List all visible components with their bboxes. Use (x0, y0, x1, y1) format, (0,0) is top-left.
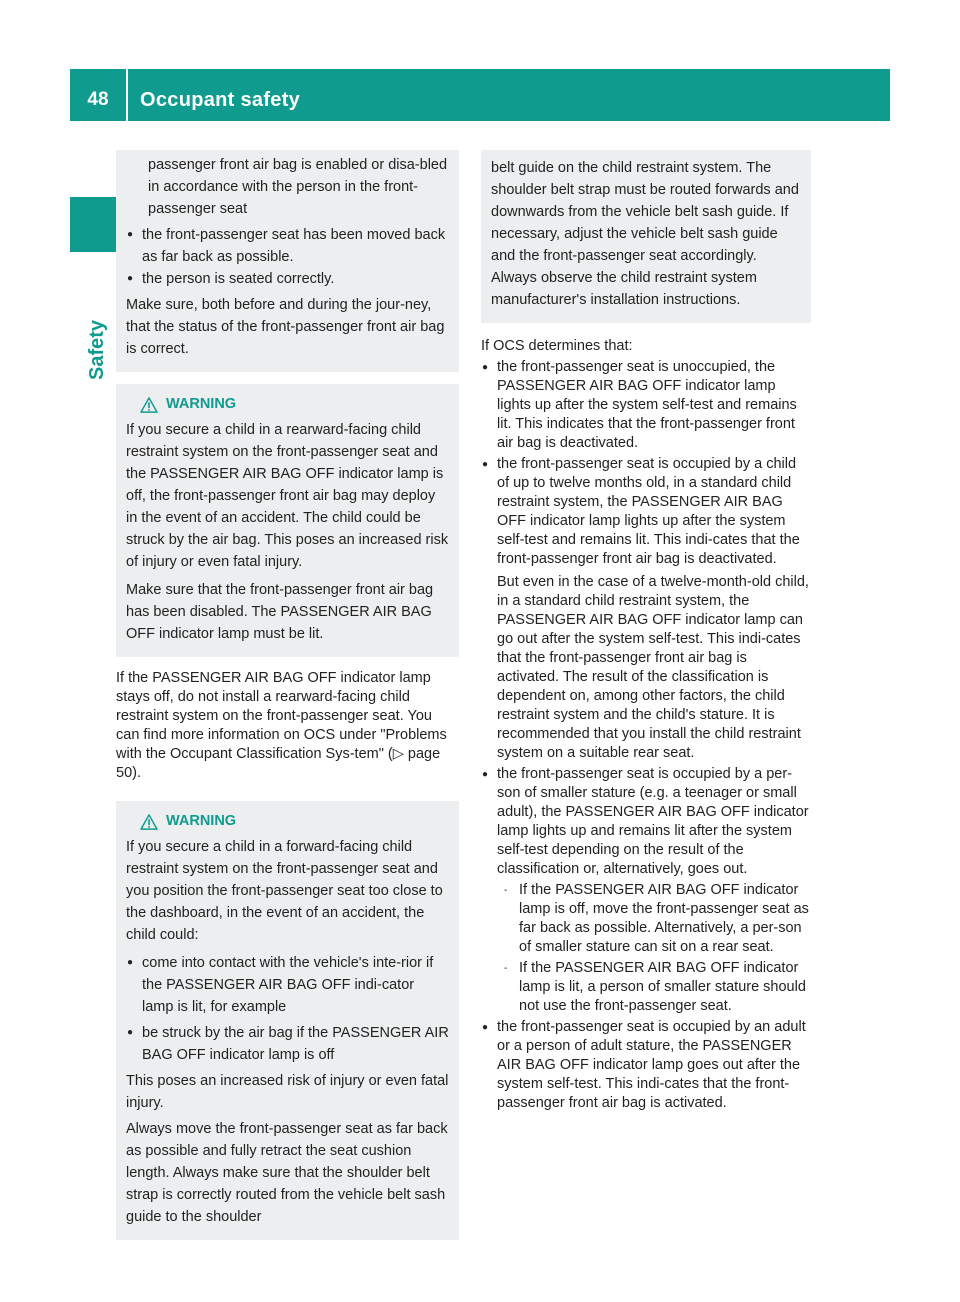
left-column (116, 150, 459, 1240)
warning-text: This poses an increased risk of injury or even fatal injury. (126, 1073, 449, 1111)
warning-text: Always move the front-passenger seat as far back as possible and fully retract the seat cushion length. Always make sure that the shoulder belt strap is correctly routed from the vehicle belt sash guide to the shoulder (126, 1121, 448, 1225)
warning-text: If you secure a child in a rearward-facing child restraint system on the front-passenger seat and the PASSENGER AIR BAG OFF indicator lamp is off, the front-passenger front air bag may deploy in the event of an accident. The child could be struck by the air bag. This poses an increased risk of injury or even fatal injury. (126, 422, 449, 570)
list-item (481, 765, 811, 1016)
list-item (481, 455, 811, 763)
info-box-continued (116, 150, 459, 372)
warning-heading (126, 811, 449, 832)
warning-text: Make sure that the front-passenger front air bag has been disabled. The PASSENGER AIR BAG OFF indicator lamp must be lit. (126, 582, 434, 642)
warning-triangle-icon (140, 397, 158, 413)
list-item-text: the front-passenger seat is unoccupied, the PASSENGER AIR BAG OFF indicator lamp lights up after the system self-test and remains lit. This indicates that the front-passenger front air bag is deactivated. (497, 359, 797, 451)
page-title: Occupant safety (140, 89, 301, 111)
warning-heading (126, 394, 449, 415)
list-item: ● come into contact with the vehicle's inte-rior if the PASSENGER AIR BAG OFF indi-cator lamp is lit, for example (126, 952, 449, 1018)
side-label: Safety (86, 319, 108, 380)
dash-item: - If the PASSENGER AIR BAG OFF indicator lamp is lit, a person of smaller stature should not use the front-passenger seat. (497, 959, 811, 1016)
ocs-intro: If OCS determines that: (481, 338, 633, 354)
list-item: ● be struck by the air bag if the PASSENGER AIR BAG OFF indicator lamp is off (126, 1022, 449, 1066)
list-item-text: the front-passenger seat is occupied by an adult or a person of adult stature, the PASSENGER AIR BAG OFF indicator lamp goes out after the system self-test. This indi-cates that the front-passenger front air bag is activated. (497, 1019, 806, 1111)
list-item-text: the front-passenger seat is occupied by a per-son of smaller stature (e.g. a teenager or small adult), the PASSENGER AIR BAG OFF indicator lamp lights up and remains lit after the system self-test depending on the result of the classification or, alternatively, goes out. (497, 766, 809, 877)
warning-label: WARNING (166, 396, 237, 412)
warning-label: WARNING (166, 813, 237, 829)
list-item: ● the front-passenger seat has been moved back as far back as possible. (126, 224, 449, 268)
list-item (481, 1018, 811, 1113)
dash-item: - If the PASSENGER AIR BAG OFF indicator lamp is off, move the front-passenger seat as far back as possible. Alternatively, a per-son of smaller stature can sit on a rear seat. (497, 881, 811, 957)
page-reference[interactable]: page 50). (116, 746, 441, 781)
warning-text: belt guide on the child restraint system. The shoulder belt strap must be routed forwards and downwards from the vehicle belt sash guide. If necessary, adjust the vehicle belt sash guide and the front-passenger seat accordingly. Always observe the child restraint system manufacturer's installation instructions. (491, 160, 799, 308)
list-item-extra: But even in the case of a twelve-month-old child, in a standard child restraint system, the PASSENGER AIR BAG OFF indicator lamp can go out after the system self-test. This indi-cates that the front-passenger front air bag is activated. The result of the classification is dependent on, among other factors, the child restraint system and the child's stature. It is recommended that you install the child restraint system on a suitable rear seat. (497, 574, 809, 761)
box-continued-text: passenger front air bag is enabled or disa-bled in accordance with the person in the front-passenger seat (148, 157, 448, 217)
dash-list (497, 881, 811, 1016)
warning-triangle-icon (140, 814, 158, 830)
header-divider (126, 69, 128, 121)
list-item (481, 358, 811, 453)
list-item-text: the front-passenger seat is occupied by a child of up to twelve months old, in a standard child restraint system, the PASSENGER AIR BAG OFF indicator lamp lights up after the system self-test and remains lit. This indi-cates that the front-passenger front air bag is deactivated. (497, 456, 800, 567)
list-item: ● the person is seated correctly. (126, 268, 449, 290)
box-paragraph: Make sure, both before and during the jour-ney, that the status of the front-passenger front air bag is correct. (126, 297, 445, 357)
right-column (481, 150, 811, 1113)
warning-box-1 (116, 384, 459, 657)
ocs-list (481, 358, 811, 1113)
page-number: 48 (87, 89, 109, 110)
warning-box-continued (481, 150, 811, 323)
warning-box-2 (116, 801, 459, 1240)
info-paragraph (116, 669, 459, 783)
info-paragraph-text: If the PASSENGER AIR BAG OFF indicator lamp stays off, do not install a rearward-facing child restraint system on the front-passenger seat. You can find more information on OCS under "Problems with the Occupant Classification Sys-tem" ( (116, 670, 447, 762)
warning-text: If you secure a child in a forward-facing child restraint system on the front-passenger seat and you position the front-passenger seat too close to the dashboard, in the event of an accident, the child could: (126, 839, 443, 943)
page-ref-arrow-icon: ▷ (392, 746, 404, 762)
